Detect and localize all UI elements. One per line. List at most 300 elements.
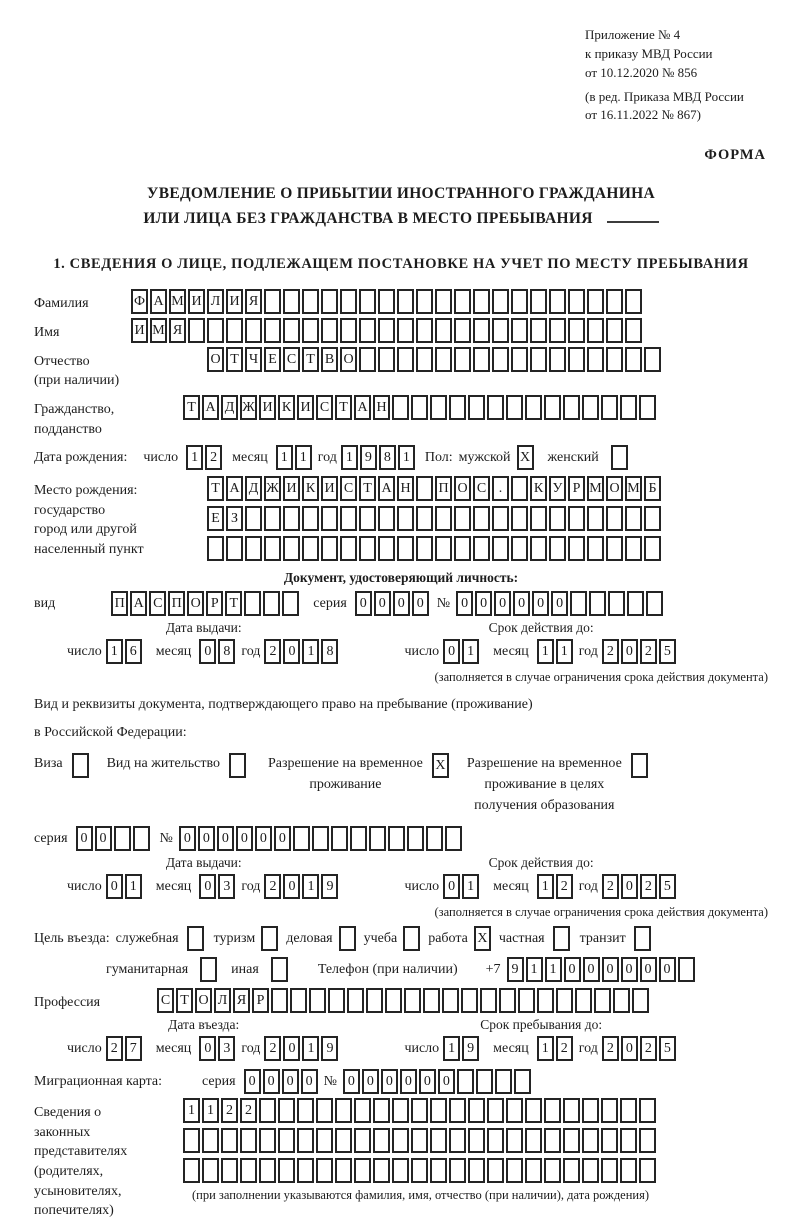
form-cell — [639, 1158, 656, 1183]
form-cell: П — [435, 476, 452, 501]
form-cell — [340, 318, 357, 343]
form-cell — [511, 506, 528, 531]
identity-issue-row — [67, 639, 340, 664]
form-cell — [644, 506, 661, 531]
form-cell — [264, 289, 281, 314]
form-cell — [587, 289, 604, 314]
option-temp-residence-education-checkbox — [622, 753, 650, 778]
form-cell — [625, 536, 642, 561]
form-cell — [378, 536, 395, 561]
form-cell — [397, 347, 414, 372]
purpose-transit-label: транзит — [579, 930, 626, 946]
form-cell: 8 — [321, 639, 338, 664]
ref-line: Приложение № 4 — [585, 27, 681, 42]
form-cell — [582, 1128, 599, 1153]
purpose-other-checkbox — [271, 957, 290, 982]
form-cell — [392, 1158, 409, 1183]
residence-issue-month-cells — [199, 874, 237, 899]
representatives-label — [34, 1098, 183, 1221]
form-cell: 0 — [362, 1069, 379, 1094]
form-cell: С — [149, 591, 166, 616]
form-cell: 0 — [199, 874, 216, 899]
form-cell: У — [549, 476, 566, 501]
ref-line: от 10.12.2020 № 856 — [585, 64, 698, 80]
form-cell: А — [226, 476, 243, 501]
form-cell — [644, 536, 661, 561]
migration-series-label: серия — [202, 1073, 236, 1089]
purpose-transit-checkbox — [634, 926, 653, 951]
form-cell — [611, 445, 628, 470]
form-cell — [392, 1128, 409, 1153]
form-cell: 0 — [659, 957, 676, 982]
form-cell — [321, 506, 338, 531]
identity-issue-day-cells — [106, 639, 144, 664]
form-cell — [283, 289, 300, 314]
form-cell: 0 — [602, 957, 619, 982]
residence-number-label: № — [159, 830, 173, 846]
form-cell: 9 — [507, 957, 524, 982]
form-cell — [359, 318, 376, 343]
form-cell: 0 — [343, 1069, 360, 1094]
form-cell — [601, 395, 618, 420]
form-cell — [331, 826, 348, 851]
form-cell — [487, 1098, 504, 1123]
form-cell — [388, 826, 405, 851]
form-cell — [435, 318, 452, 343]
residence-doc-intro-line2: в Российской Федерации: — [34, 725, 187, 741]
residence-expiry-year-cells — [602, 874, 678, 899]
form-cell — [457, 1069, 474, 1094]
form-cell: 0 — [443, 874, 460, 899]
form-cell — [411, 1128, 428, 1153]
form-cell: С — [283, 347, 300, 372]
form-cell: Б — [644, 476, 661, 501]
form-cell — [556, 988, 573, 1013]
form-cell: 0 — [95, 826, 112, 851]
sex-female-label: женский — [547, 449, 599, 465]
form-cell — [563, 395, 580, 420]
form-cell: 0 — [244, 1069, 261, 1094]
form-cell: 1 — [302, 639, 319, 664]
form-cell — [354, 1098, 371, 1123]
form-cell — [454, 506, 471, 531]
form-cell — [631, 753, 648, 778]
stay-until-col — [404, 1017, 677, 1065]
form-cell: Т — [359, 476, 376, 501]
form-cell — [632, 988, 649, 1013]
form-cell — [449, 395, 466, 420]
representatives-label-line6: попечителях) — [34, 1203, 114, 1219]
form-cell — [606, 536, 623, 561]
form-cell — [316, 1098, 333, 1123]
form-cell: П — [168, 591, 185, 616]
form-cell — [634, 926, 651, 951]
form-cell: 3 — [218, 874, 235, 899]
form-cell: 8 — [218, 639, 235, 664]
phone-cells — [507, 957, 697, 982]
form-cell — [430, 1128, 447, 1153]
form-cell: 1 — [295, 445, 312, 470]
option-visa-label: Виза — [34, 756, 63, 772]
form-cell: 0 — [374, 591, 391, 616]
form-cell: О — [207, 347, 224, 372]
birth-month-cells — [276, 445, 314, 470]
patronymic-row — [34, 347, 768, 391]
form-cell — [568, 289, 585, 314]
form-cell: 0 — [179, 826, 196, 851]
form-cell: 9 — [321, 1036, 338, 1061]
residence-issue-day-cells — [106, 874, 144, 899]
birth-place-row — [34, 476, 768, 566]
form-cell: 2 — [264, 1036, 281, 1061]
birth-place-label-line2: государство — [34, 502, 106, 518]
form-cell — [202, 1128, 219, 1153]
form-cell — [608, 591, 625, 616]
form-cell: 1 — [398, 445, 415, 470]
representatives-cells-block — [183, 1098, 658, 1203]
form-cell: 2 — [205, 445, 222, 470]
form-cell — [397, 506, 414, 531]
identity-doc-type-label: вид — [34, 595, 56, 611]
form-cell — [625, 318, 642, 343]
form-cell: 0 — [283, 639, 300, 664]
form-cell: Д — [221, 395, 238, 420]
form-cell: 0 — [393, 591, 410, 616]
form-cell: X — [517, 445, 534, 470]
year-label: год — [241, 643, 261, 659]
identity-dates-note: (заполняется в случае ограничения срока действия документа) — [434, 670, 768, 685]
form-cell: 0 — [564, 957, 581, 982]
form-cell — [514, 1069, 531, 1094]
form-cell — [373, 1158, 390, 1183]
form-cell: X — [432, 753, 449, 778]
form-cell — [511, 476, 528, 501]
form-cell — [544, 1128, 561, 1153]
form-cell: 0 — [199, 639, 216, 664]
form-cell — [487, 395, 504, 420]
identity-expiry-col — [404, 620, 677, 668]
name-label: Имя — [34, 324, 60, 340]
form-cell — [549, 347, 566, 372]
purpose-business-label: деловая — [286, 930, 333, 946]
month-label: месяц — [155, 643, 192, 659]
representatives-note: (при заполнении указываются фамилия, имя, отчество (при наличии), дата рождения) — [191, 1188, 650, 1203]
form-cell: X — [474, 926, 491, 951]
form-cell — [530, 289, 547, 314]
form-cell: 2 — [602, 1036, 619, 1061]
form-cell: 0 — [355, 591, 372, 616]
form-cell: Т — [226, 347, 243, 372]
form-cell: 0 — [443, 639, 460, 664]
form-cell: О — [454, 476, 471, 501]
residence-expiry-day-cells — [443, 874, 481, 899]
form-cell: Е — [264, 347, 281, 372]
form-cell — [549, 536, 566, 561]
form-cell — [644, 347, 661, 372]
form-cell — [200, 957, 217, 982]
form-cell: Я — [169, 318, 186, 343]
doc-reference-block — [585, 26, 790, 125]
form-cell: Н — [397, 476, 414, 501]
form-cell — [646, 591, 663, 616]
form-cell — [582, 1158, 599, 1183]
document-title-line2 — [34, 207, 768, 232]
form-cell — [570, 591, 587, 616]
birth-place-label — [34, 476, 207, 559]
form-cell: 1 — [302, 874, 319, 899]
form-cell — [183, 1128, 200, 1153]
representatives-cells-row3 — [183, 1158, 658, 1183]
form-cell — [359, 289, 376, 314]
form-cell — [407, 826, 424, 851]
form-cell: 1 — [202, 1098, 219, 1123]
form-cell — [606, 318, 623, 343]
form-cell — [283, 506, 300, 531]
form-cell: П — [111, 591, 128, 616]
form-cell — [594, 988, 611, 1013]
form-cell: Т — [207, 476, 224, 501]
migration-number-cells — [343, 1069, 533, 1094]
form-cell: 2 — [264, 639, 281, 664]
form-cell — [397, 289, 414, 314]
form-cell — [302, 506, 319, 531]
form-cell — [530, 506, 547, 531]
form-cell: 0 — [76, 826, 93, 851]
form-cell — [271, 988, 288, 1013]
form-cell: 1 — [537, 639, 554, 664]
form-cell: 0 — [282, 1069, 299, 1094]
form-cell — [563, 1158, 580, 1183]
stay-until-row — [404, 1036, 677, 1061]
form-cell — [240, 1158, 257, 1183]
form-cell — [339, 926, 356, 951]
form-cell: С — [340, 476, 357, 501]
form-cell — [530, 347, 547, 372]
residence-issue-year-cells — [264, 874, 340, 899]
form-cell: 1 — [341, 445, 358, 470]
form-cell — [403, 926, 420, 951]
form-cell — [461, 988, 478, 1013]
form-cell — [525, 1098, 542, 1123]
birth-year-label: год — [317, 449, 337, 465]
form-cell — [639, 395, 656, 420]
form-cell — [207, 536, 224, 561]
form-cell: Ч — [245, 347, 262, 372]
form-cell — [259, 1128, 276, 1153]
form-cell: И — [321, 476, 338, 501]
form-cell — [563, 1128, 580, 1153]
form-cell — [202, 1158, 219, 1183]
form-cell — [366, 988, 383, 1013]
form-cell — [430, 395, 447, 420]
form-cell: И — [297, 395, 314, 420]
identity-issue-year-cells — [264, 639, 340, 664]
form-cell: 2 — [264, 874, 281, 899]
form-cell — [309, 988, 326, 1013]
patronymic-label-line1: Отчество — [34, 353, 90, 369]
form-cell — [506, 1158, 523, 1183]
purpose-tourism-label: туризм — [213, 930, 256, 946]
purpose-label: Цель въезда: — [34, 930, 110, 946]
form-cell — [302, 318, 319, 343]
purpose-private-label: частная — [498, 930, 545, 946]
form-cell — [480, 988, 497, 1013]
form-cell — [468, 1098, 485, 1123]
form-cell: 0 — [217, 826, 234, 851]
form-cell — [625, 289, 642, 314]
option-temp-residence-line1: Разрешение на временное — [267, 756, 423, 772]
form-cell — [183, 1158, 200, 1183]
section1-title: 1. СВЕДЕНИЯ О ЛИЦЕ, ПОДЛЕЖАЩЕМ ПОСТАНОВКЕ НА УЧЕТ ПО МЕСТУ ПРЕБЫВАНИЯ — [53, 255, 749, 272]
form-cell: 2 — [602, 639, 619, 664]
form-cell — [264, 318, 281, 343]
form-cell — [302, 289, 319, 314]
form-cell: 1 — [276, 445, 293, 470]
entry-date-heading: Дата въезда: — [168, 1017, 240, 1033]
day-label: число — [67, 643, 102, 659]
form-cell: 3 — [218, 1036, 235, 1061]
form-cell: 5 — [659, 874, 676, 899]
residence-doc-intro — [34, 691, 768, 747]
form-cell — [468, 1158, 485, 1183]
identity-issue-col — [67, 620, 340, 668]
month-label: месяц — [155, 1040, 192, 1056]
form-cell — [473, 289, 490, 314]
residence-doc-serial-row — [34, 826, 768, 851]
identity-issue-heading: Дата выдачи: — [165, 620, 242, 636]
form-cell: Л — [214, 988, 231, 1013]
migration-card-label: Миграционная карта: — [34, 1073, 163, 1089]
form-cell: 0 — [236, 826, 253, 851]
form-cell — [492, 318, 509, 343]
form-cell — [587, 536, 604, 561]
form-cell: 0 — [412, 591, 429, 616]
form-cell: 0 — [301, 1069, 318, 1094]
form-cell — [449, 1128, 466, 1153]
entry-date-col — [67, 1017, 340, 1065]
form-cell — [582, 395, 599, 420]
form-cell: О — [187, 591, 204, 616]
representatives-cells-row1 — [183, 1098, 658, 1123]
form-cell — [282, 591, 299, 616]
form-cell: 0 — [583, 957, 600, 982]
form-cell — [639, 1128, 656, 1153]
form-cell — [359, 347, 376, 372]
form-cell: 0 — [419, 1069, 436, 1094]
form-cell — [245, 318, 262, 343]
day-label: число — [404, 1040, 440, 1056]
form-cell — [613, 988, 630, 1013]
identity-expiry-month-cells — [537, 639, 575, 664]
form-cell — [335, 1098, 352, 1123]
sex-label: Пол: — [424, 449, 453, 465]
form-cell — [245, 506, 262, 531]
option-temp-residence-education-label — [467, 753, 622, 816]
profession-label: Профессия — [34, 995, 101, 1011]
purpose-work-checkbox — [474, 926, 493, 951]
form-cell: Т — [183, 395, 200, 420]
option-residence-permit-checkbox — [220, 753, 248, 778]
birth-day-cells — [186, 445, 224, 470]
form-cell — [639, 1098, 656, 1123]
form-cell — [454, 289, 471, 314]
residence-series-label: серия — [34, 830, 68, 846]
form-cell — [416, 347, 433, 372]
ref-edition-block — [585, 88, 790, 126]
residence-doc-intro-line1: Вид и реквизиты документа, подтверждающего право на пребывание (проживание) — [34, 697, 533, 713]
form-cell: 0 — [551, 591, 568, 616]
name-cells — [131, 318, 644, 343]
birth-place-cells-row2 — [207, 506, 663, 531]
form-cell — [416, 318, 433, 343]
representatives-label-line2: законных — [34, 1124, 91, 1140]
form-cell — [240, 1128, 257, 1153]
form-cell — [454, 347, 471, 372]
entry-dates-block — [34, 1017, 768, 1065]
form-cell — [221, 1128, 238, 1153]
form-cell — [397, 318, 414, 343]
form-cell — [335, 1158, 352, 1183]
form-cell — [423, 988, 440, 1013]
form-cell — [525, 1128, 542, 1153]
form-cell: М — [150, 318, 167, 343]
form-cell — [430, 1158, 447, 1183]
form-cell: 5 — [659, 639, 676, 664]
day-label: число — [67, 878, 102, 894]
form-cell: 2 — [221, 1098, 238, 1123]
form-cell — [530, 536, 547, 561]
form-cell: И — [226, 289, 243, 314]
profession-cells — [157, 988, 651, 1013]
form-cell — [244, 591, 261, 616]
form-cell — [359, 536, 376, 561]
form-cell — [335, 1128, 352, 1153]
form-cell — [487, 1128, 504, 1153]
representatives-row — [34, 1098, 768, 1221]
form-cell: 9 — [360, 445, 377, 470]
form-cell — [411, 1158, 428, 1183]
form-cell: 6 — [125, 639, 142, 664]
form-cell — [297, 1128, 314, 1153]
form-cell — [283, 318, 300, 343]
identity-dates-block — [34, 620, 768, 668]
ref-line: от 16.11.2022 № 867) — [585, 107, 702, 123]
form-cell — [549, 318, 566, 343]
form-cell — [473, 318, 490, 343]
form-cell: 0 — [263, 1069, 280, 1094]
form-cell: 0 — [283, 1036, 300, 1061]
form-cell — [321, 536, 338, 561]
form-cell: 0 — [621, 639, 638, 664]
form-cell — [468, 1128, 485, 1153]
form-cell — [435, 289, 452, 314]
form-cell: И — [259, 395, 276, 420]
form-cell — [511, 536, 528, 561]
form-cell — [449, 1158, 466, 1183]
day-label: число — [404, 643, 440, 659]
day-label: число — [67, 1040, 102, 1056]
form-cell: 0 — [438, 1069, 455, 1094]
form-cell: С — [316, 395, 333, 420]
stay-day-cells — [443, 1036, 481, 1061]
form-cell — [114, 826, 131, 851]
form-cell — [226, 318, 243, 343]
form-cell — [229, 753, 246, 778]
identity-doc-heading: Документ, удостоверяющий личность: — [283, 570, 519, 586]
entry-year-cells — [264, 1036, 340, 1061]
identity-expiry-row — [404, 639, 677, 664]
form-cell — [625, 506, 642, 531]
